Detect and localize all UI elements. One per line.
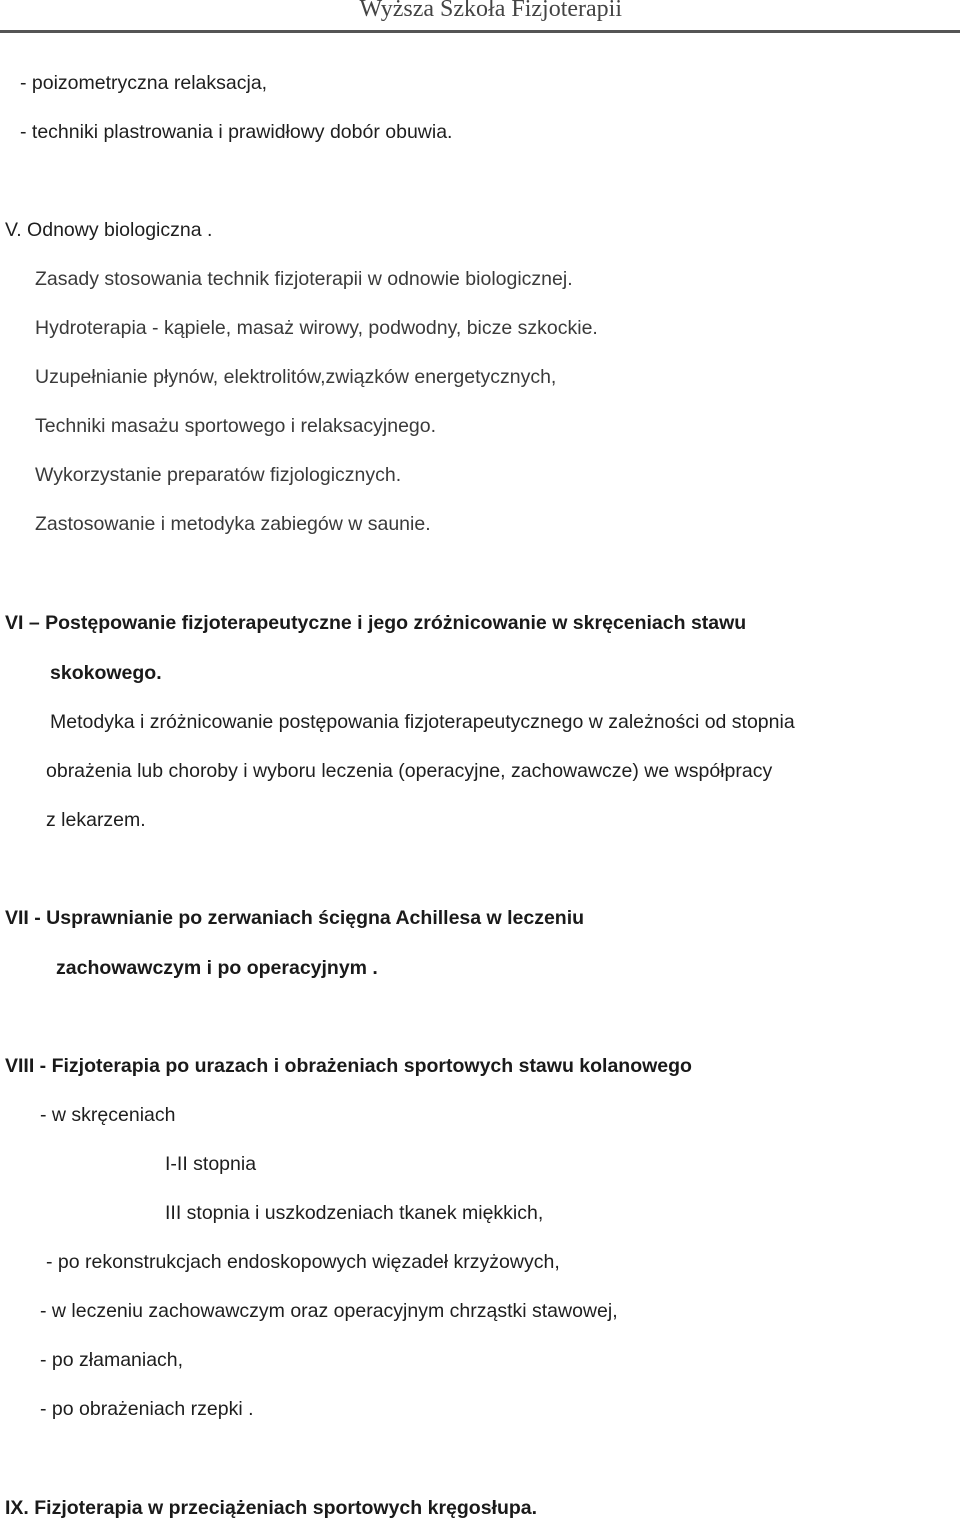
list-item: Wykorzystanie preparatów fizjologicznych.: [35, 464, 402, 486]
section-vi-body: z lekarzem.: [46, 809, 146, 831]
list-item: Zastosowanie i metodyka zabiegów w saunie.: [35, 513, 431, 535]
list-item: Hydroterapia - kąpiele, masaż wirowy, podwodny, bicze szkockie.: [35, 317, 598, 339]
list-item: Uzupełnianie płynów, elektrolitów,związków energetycznych,: [35, 366, 557, 388]
list-item: - poizometryczna relaksacja,: [20, 72, 268, 94]
list-item: - po złamaniach,: [40, 1349, 184, 1371]
list-item: Zasady stosowania technik fizjoterapii w odnowie biologicznej.: [35, 268, 573, 290]
section-ix-heading: IX. Fizjoterapia w przeciążeniach sportowych kręgosłupa.: [5, 1497, 538, 1519]
list-item: - po obrażeniach rzepki .: [40, 1398, 254, 1420]
section-vi-body: obrażenia lub choroby i wyboru leczenia (operacyjne, zachowawcze) we współpracy: [46, 760, 773, 782]
section-vi-heading-cont: skokowego.: [50, 662, 162, 684]
section-vii-heading: VII - Usprawnianie po zerwaniach ścięgna Achillesa w leczeniu: [5, 907, 585, 929]
section-vi-body: Metodyka i zróżnicowanie postępowania fizjoterapeutycznego w zależności od stopnia: [50, 711, 795, 733]
section-vii-heading-cont: zachowawczym i po operacyjnym .: [56, 957, 378, 979]
list-item: Techniki masażu sportowego i relaksacyjnego.: [35, 415, 437, 437]
sub-list-item: III stopnia i uszkodzeniach tkanek miękkich,: [165, 1202, 544, 1224]
list-item: - w leczeniu zachowawczym oraz operacyjnym chrząstki stawowej,: [40, 1300, 618, 1322]
page-header-title: Wyższa Szkoła Fizjoterapii: [359, 0, 622, 22]
list-item: - w skręceniach: [40, 1104, 176, 1126]
header-divider: [0, 30, 960, 33]
list-item: - techniki plastrowania i prawidłowy dobór obuwia.: [20, 121, 453, 143]
sub-list-item: I-II stopnia: [165, 1153, 257, 1175]
section-vi-heading: VI – Postępowanie fizjoterapeutyczne i jego zróżnicowanie w skręceniach stawu: [5, 612, 747, 634]
section-v-heading: V. Odnowy biologiczna .: [5, 219, 213, 241]
list-item: - po rekonstrukcjach endoskopowych więzadeł krzyżowych,: [46, 1251, 560, 1273]
section-viii-heading: VIII - Fizjoterapia po urazach i obrażeniach sportowych stawu kolanowego: [5, 1055, 692, 1077]
